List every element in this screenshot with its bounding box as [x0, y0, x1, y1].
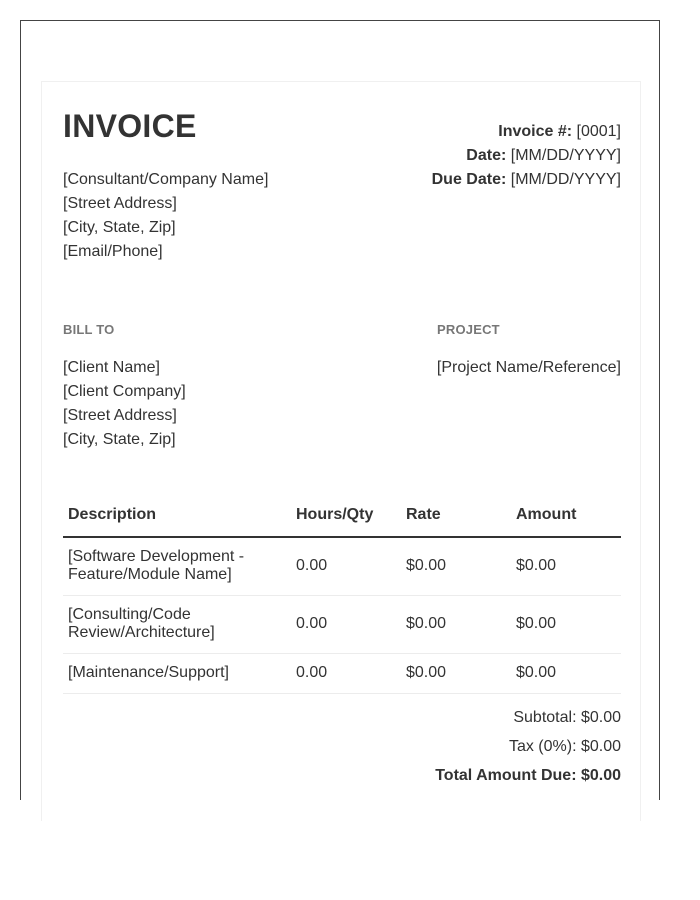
invoice-date-value: [MM/DD/YYYY]	[510, 147, 621, 164]
sender-contact: [Email/Phone]	[63, 243, 163, 260]
bill-to-heading: BILL TO	[63, 322, 115, 337]
tax-line: Tax (0%): $0.00	[508, 738, 621, 755]
line-items-table	[63, 496, 621, 694]
table-row	[63, 596, 621, 654]
invoice-due-label: Due Date:	[431, 171, 507, 188]
invoice-number-value: [0001]	[576, 123, 621, 140]
column-header-rate: Rate	[401, 496, 511, 537]
cell-amount: $0.00	[511, 654, 621, 694]
subtotal-line: Subtotal: $0.00	[513, 709, 621, 726]
sender-company: [Consultant/Company Name]	[63, 171, 269, 188]
cell-amount: $0.00	[511, 537, 621, 596]
bill-to-block	[63, 356, 186, 452]
project-reference: [Project Name/Reference]	[436, 359, 621, 376]
column-header-hours-qty: Hours/Qty	[291, 496, 401, 537]
sender-address-block	[63, 168, 268, 264]
project-heading: PROJECT	[437, 322, 500, 337]
table-row	[63, 654, 621, 694]
cell-rate: $0.00	[401, 654, 511, 694]
cell-qty: 0.00	[291, 537, 401, 596]
invoice-title: INVOICE	[63, 108, 197, 144]
invoice-date-label: Date:	[466, 147, 507, 164]
table-header-row	[63, 496, 621, 537]
invoice-due-value: [MM/DD/YYYY]	[510, 171, 621, 188]
invoice-sheet	[41, 81, 641, 821]
document-frame	[20, 20, 660, 800]
totals-block	[435, 703, 621, 790]
cell-qty: 0.00	[291, 596, 401, 654]
table-row	[63, 537, 621, 596]
cell-description: [Software Development - Feature/Module Name]	[63, 537, 291, 596]
client-street: [Street Address]	[63, 407, 177, 424]
invoice-date-line	[432, 144, 621, 168]
cell-description: [Consulting/Code Review/Architecture]	[63, 596, 291, 654]
cell-rate: $0.00	[401, 537, 511, 596]
invoice-number-label: Invoice #:	[498, 123, 573, 140]
cell-description: [Maintenance/Support]	[63, 654, 291, 694]
cell-qty: 0.00	[291, 654, 401, 694]
invoice-number-line	[432, 120, 621, 144]
column-header-amount: Amount	[511, 496, 621, 537]
sender-street: [Street Address]	[63, 195, 177, 212]
client-city: [City, State, Zip]	[63, 431, 176, 448]
invoice-meta-block	[432, 120, 621, 192]
cell-rate: $0.00	[401, 596, 511, 654]
column-header-description: Description	[63, 496, 291, 537]
cell-amount: $0.00	[511, 596, 621, 654]
sender-city: [City, State, Zip]	[63, 219, 176, 236]
client-company: [Client Company]	[63, 383, 186, 400]
client-name: [Client Name]	[63, 359, 160, 376]
total-due-line: Total Amount Due: $0.00	[435, 767, 621, 784]
invoice-due-line	[432, 168, 621, 192]
